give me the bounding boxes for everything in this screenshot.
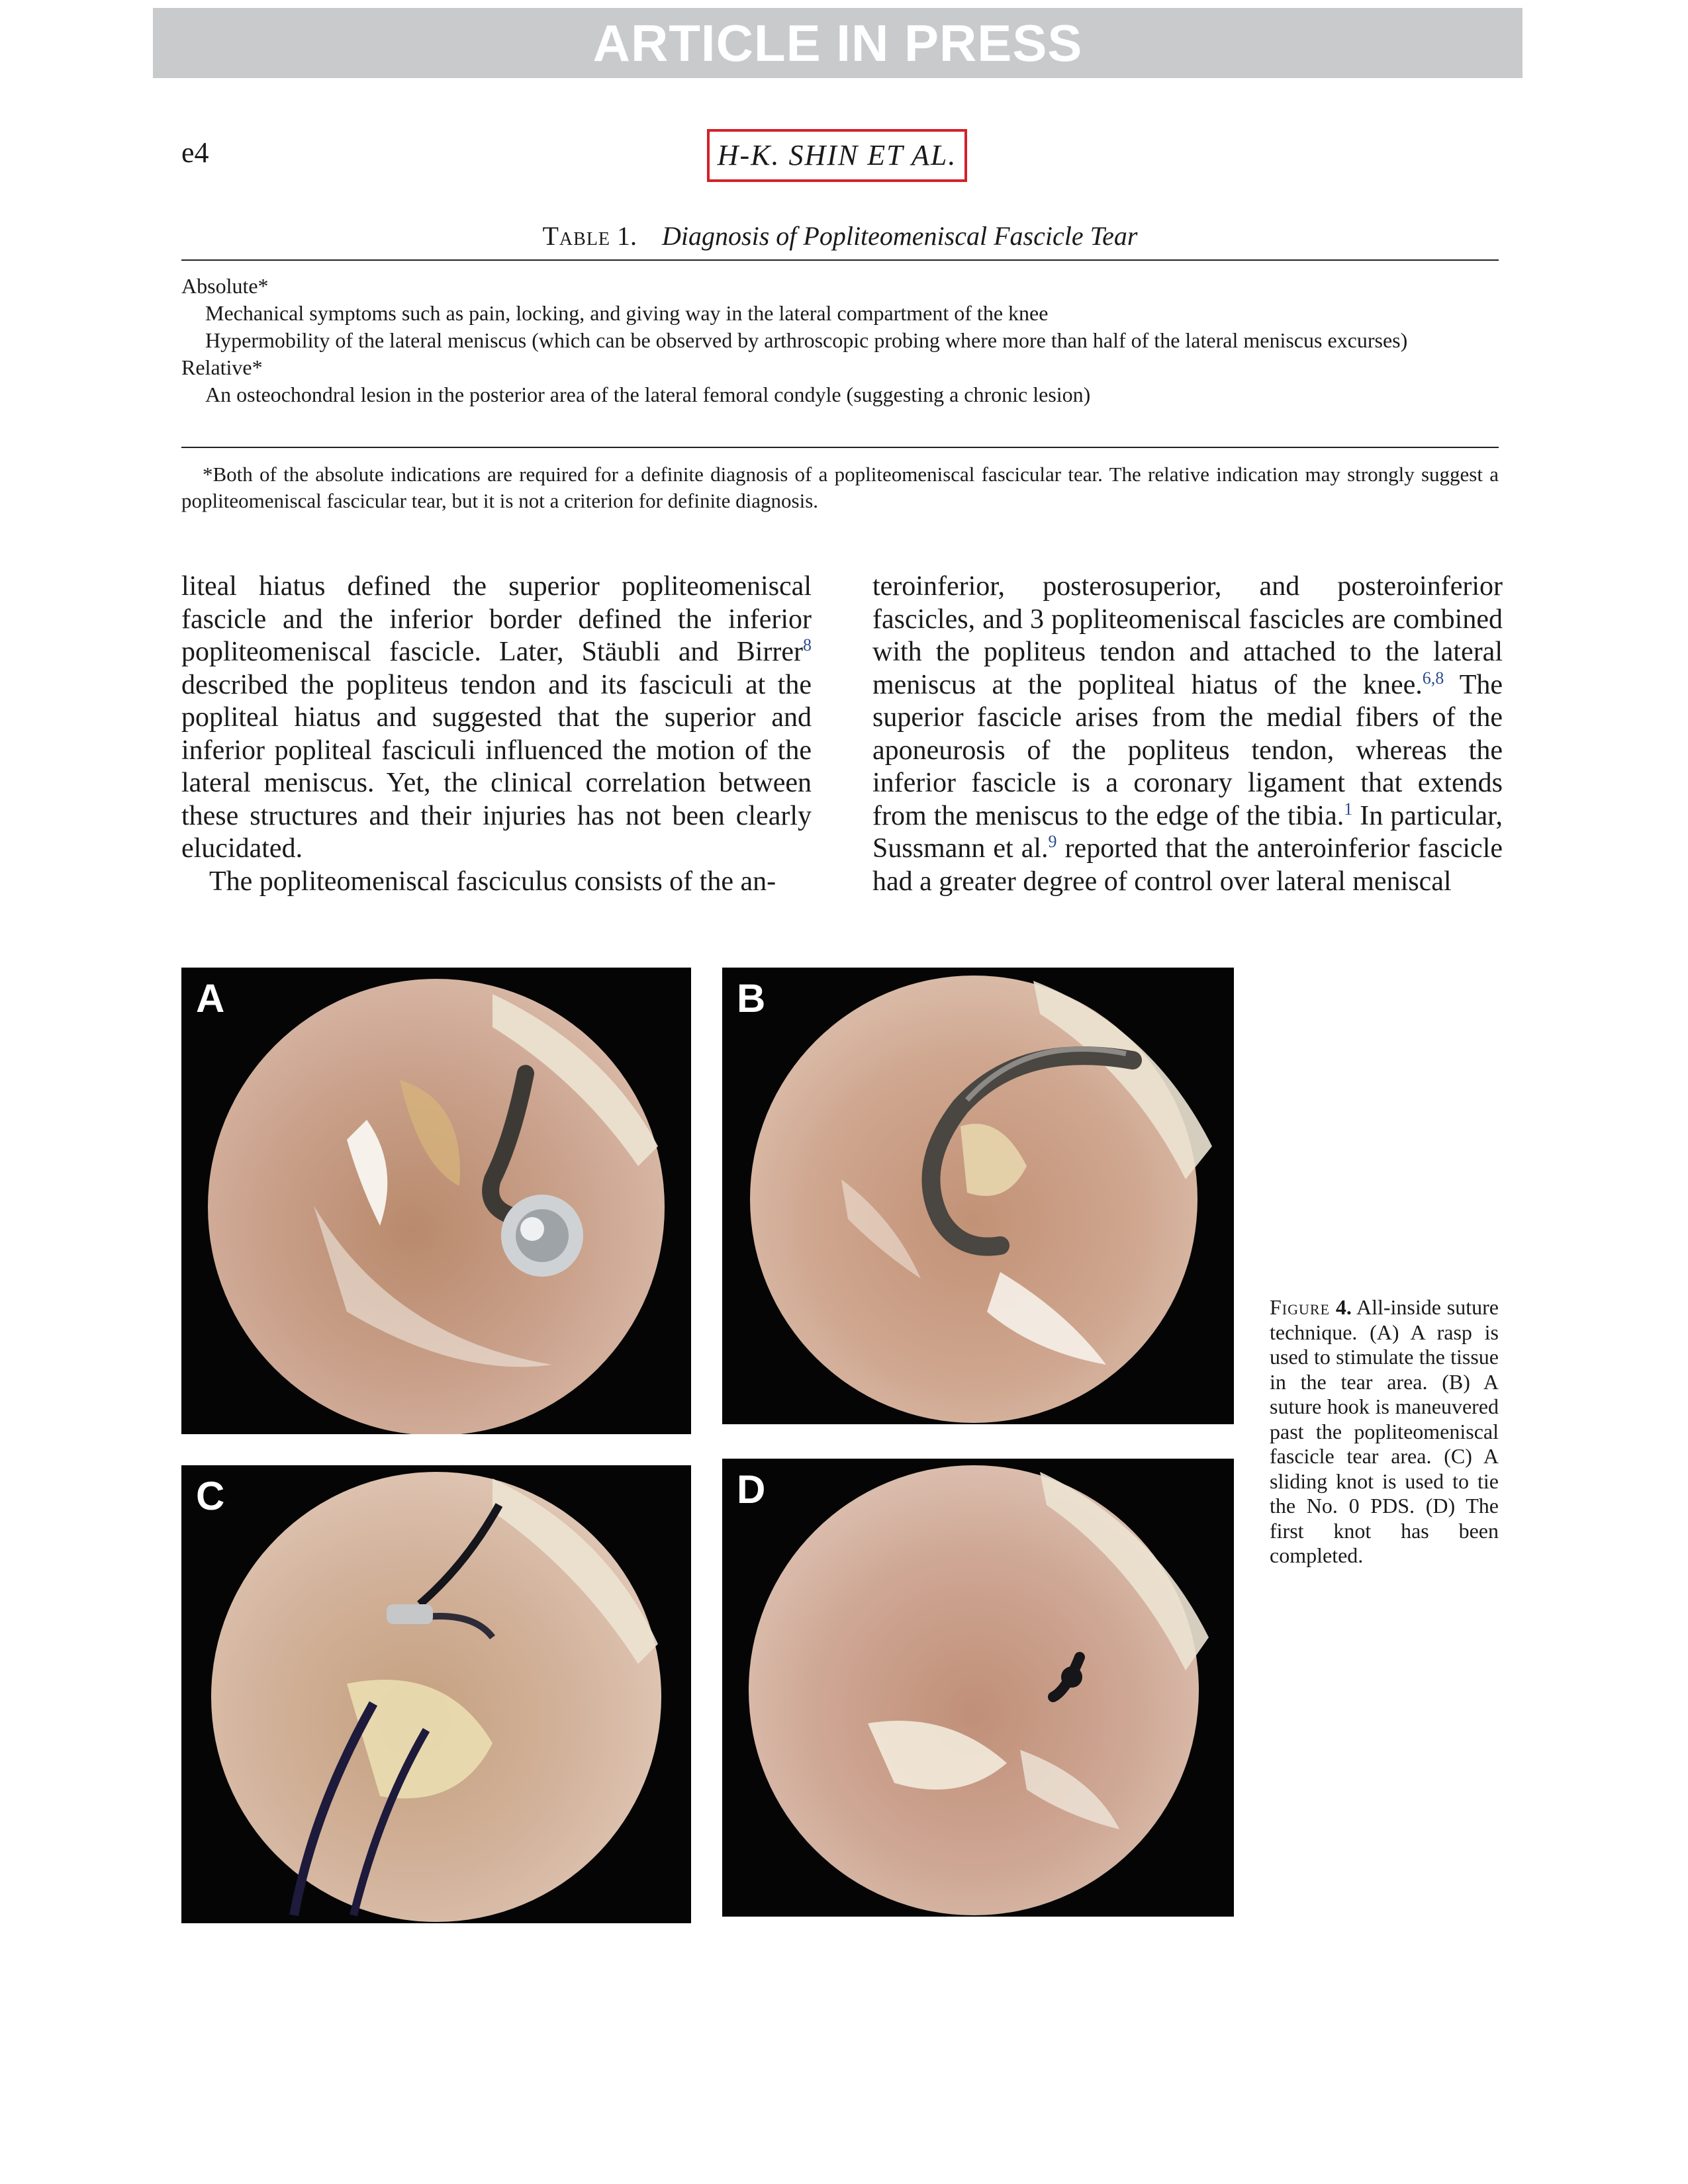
table-caption: Diagnosis of Popliteomeniscal Fascicle Tear [662,221,1138,251]
body-paragraph: teroinferior, posterosuperior, and posteroinferior fascicles, and 3 popliteomeniscal fascicles are combined with the popliteus tendon and attached to the lateral meniscus at the popliteal hiatus of the knee.$^{6,8}$ The superior fascicle arises from the medial fibers of the aponeurosis of the popliteus tendon, whereas the inferior fascicle is a coronary ligament that extends from the meniscus to the edge of the tibia.$^1$ In particular, Sussmann et al.$^9$ reported that the anteroinferior fascicle had a greater degree of control over lateral meniscal [872,571,1503,897]
figure-caption [1270,1295,1499,1569]
article-in-press-banner: ARTICLE IN PRESS [153,8,1523,78]
figure-panel-a [181,968,691,1434]
arthroscopy-image-c [181,1465,691,1923]
body-paragraph: liteal hiatus defined the superior popliteomeniscal fascicle and the inferior border defined the inferior popliteomeniscal fascicle. Later, Stäubli and Birrer$^8$ described the popliteus tendon and its fasciculi at the popliteal hiatus and suggested that the superior and inferior popliteal fasciculi influenced the motion of the lateral meniscus. Yet, the clinical correlation between these structures and their injuries has not been clearly elucidated. [181,571,812,864]
table-title [181,220,1499,251]
table-body [181,273,1499,408]
table-row: An osteochondral lesion in the posterior area of the lateral femoral condyle (suggesting a chronic lesion) [205,383,1091,406]
body-paragraph: The popliteomeniscal fasciculus consists of the an- [209,866,776,897]
table-bottom-rule [181,447,1499,448]
arthroscopy-image-a [181,968,691,1434]
arthroscopy-image-b [722,968,1234,1424]
figure-panel-d [722,1459,1234,1917]
table-row: Hypermobility of the lateral meniscus (which can be observed by arthroscopic probing where more than half of the lateral meniscus excurses) [205,328,1408,352]
reference-link[interactable]: 9 [1048,832,1057,851]
panel-label-c: C [196,1474,225,1518]
table-row-heading: Absolute* [181,274,269,298]
figure-panel-c [181,1465,691,1923]
reference-link[interactable]: 6,8 [1422,668,1444,688]
figure-panel-b [722,968,1234,1424]
reference-link[interactable]: 8 [803,635,812,655]
figure-caption-label: Figure [1270,1295,1331,1319]
table-footnote: *Both of the absolute indications are required for a definite diagnosis of a popliteomeniscal fascicular tear. The relative indication may strongly suggest a popliteomeniscal fascicular tear, but it is not a criterion for definite diagnosis. [181,463,1499,512]
arthroscopy-image-d [722,1459,1234,1917]
table-label: Table [542,221,611,251]
body-column-left [181,570,812,898]
panel-label-d: D [737,1467,766,1512]
body-column-right [872,570,1503,898]
panel-label-b: B [737,976,766,1021]
table-top-rule [181,259,1499,261]
figure-caption-number: 4. [1335,1295,1352,1319]
running-head: H-K. SHIN ET AL. [707,129,967,182]
table-row: Mechanical symptoms such as pain, locking, and giving way in the lateral compartment of the knee [205,301,1049,325]
table-row-heading: Relative* [181,355,263,379]
reference-link[interactable]: 1 [1344,799,1353,819]
page-number: e4 [181,136,209,169]
figure-caption-text: All-inside suture technique. (A) A rasp is used to stimulate the tissue in the tear area. (B) A suture hook is maneuvered past the popliteomeniscal fascicle tear area. (C) A sliding knot is used to tie the No. 0 PDS. (D) The first knot has been completed. [1270,1295,1499,1567]
panel-label-a: A [196,976,225,1021]
table-number: 1. [617,221,637,251]
